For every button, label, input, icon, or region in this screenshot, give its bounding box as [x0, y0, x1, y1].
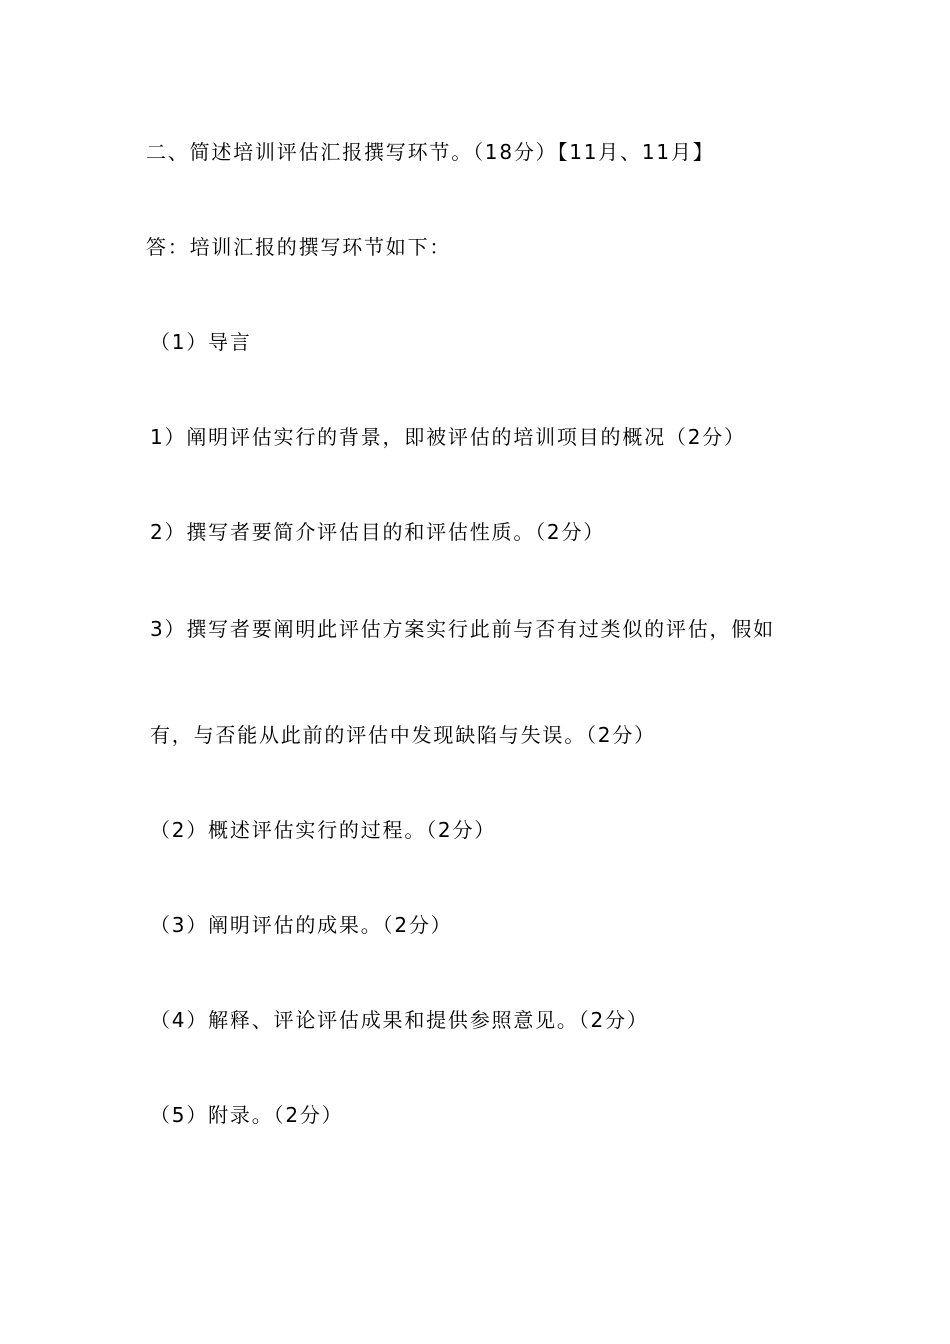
section-5: （5）附录。（2分）: [150, 1103, 344, 1127]
question-title: 二、简述培训评估汇报撰写环节。（18分）【11月、11月】: [146, 140, 715, 164]
section-1-heading: （1）导言: [150, 330, 252, 354]
section-4: （4）解释、评论评估成果和提供参照意见。（2分）: [150, 1008, 649, 1032]
section-3: （3）阐明评估的成果。（2分）: [150, 913, 453, 937]
section-1-item-1: 1）阐明评估实行的背景，即被评估的培训项目的概况（2分）: [150, 425, 746, 449]
section-1-item-3-line-1: 3）撰写者要阐明此评估方案实行此前与否有过类似的评估，假如: [150, 617, 775, 641]
section-1-item-2: 2）撰写者要简介评估目的和评估性质。（2分）: [150, 520, 606, 544]
section-2: （2）概述评估实行的过程。（2分）: [150, 818, 497, 842]
answer-intro: 答：培训汇报的撰写环节如下：: [146, 235, 452, 259]
section-1-item-3-line-2: 有，与否能从此前的评估中发现缺陷与失误。（2分）: [150, 723, 656, 747]
